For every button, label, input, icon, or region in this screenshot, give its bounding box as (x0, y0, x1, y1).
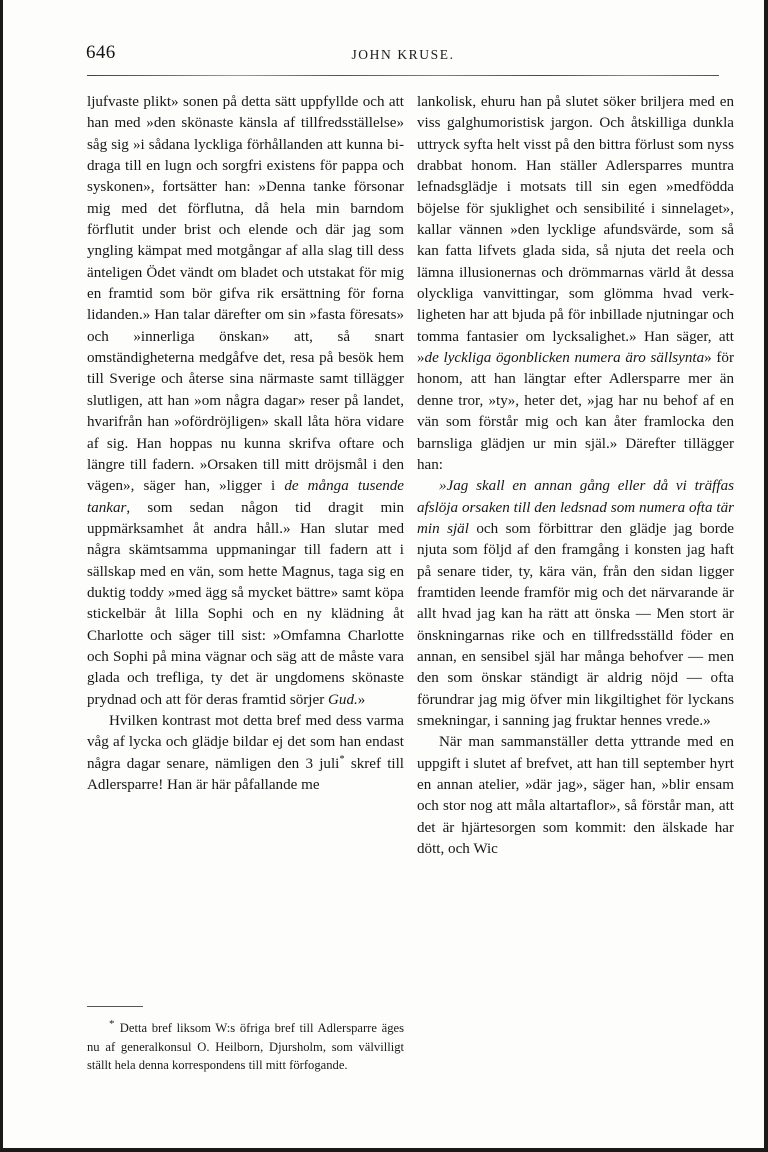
text-run: lankolisk, ehuru han på slutet söker briljera med en viss galghumoristisk jargon. Och åtskilliga dunkla uttryck syfta helt visst på den bittra förlust som nyss drabbat honom. Han ställer Adlersparres muntra lefnadsglädje i motsats till sin egen »medfödda böjelse för sjuklighet och sensibilité i sinnelaget», kallar vännen »den lycklige afundsvärde, som så kan fatta lifvets glada sida, så njuta det reela och lämna illusionernas och drömmarnas värld åt dessa olyckliga vanvittingar, som glömma hvad verkligheten har att bjuda på för inbillade njutningar och tomma fantasier om lycksalighet.» Han säger, att » (417, 94, 734, 367)
text-run: » för honom, att han längtar efter Adlersparre mer än denne tror, »ty», heter det, »jag har nu behof af en vän som förstår mig och kan åter framlocka den barnsliga glädjen ur min själ.» Därefter tillägger han: (417, 350, 735, 473)
running-head (86, 42, 720, 68)
text-run: När man sammanställer detta yttrande med en uppgift i slutet af brefvet, att han till september hyrt en annan atelier, »där jag», säger han, »blir ensam och stor nog att måla altartaflor», så förstår man, att det är hjärtesorgen som kommit: den älskade har dött, och Wic (417, 734, 734, 858)
text-run: skref till Adlersparre! Han är här påfallande me (87, 755, 404, 793)
header-rule (87, 75, 719, 76)
para-jag-skall (417, 476, 734, 732)
text-column-right (417, 92, 734, 860)
footnote-marker: * (109, 1018, 120, 1030)
text-run: Hvilken kontrast mot detta bref med dess varma våg af lycka och glädje bildar ej det som han endast några dagar senare, nämligen den 3 juli (87, 712, 404, 772)
italic-run: Gud. (328, 691, 358, 708)
footnote-body: Detta bref liksom W:s öfriga bref till Adlersparre äges nu af generalkonsul O. Heilborn, Djursholm, som välvilligt ställt hela denna korrespondens till mitt förfogande. (87, 1021, 405, 1073)
para-hvilken-kontrast (87, 711, 404, 796)
text-column-left (87, 92, 404, 796)
italic-run: »Jag skall en annan gång eller då vi träffas afslöja orsaken till den ledsnad som numera ofta tär min själ (417, 478, 734, 537)
text-run: , som sedan någon tid dragit min uppmärksamhet åt andra håll.» Han slutar med några skämtsamma uppmaningar till fadern att i sällskap med en vän, som hette Magnus, taga sig en duktig toddy »med ägg så mycket bättre» samt köpa stickelbär åt lilla Sophi och en ny klädning åt Charlotte och säger till sist: »Omfamna Charlotte och Sophi på mina vägnar och säg att de måste vara glada och trefliga, ty det är ungdomens skönaste prydnad och att för deras framtid sörjer (87, 499, 404, 708)
para-continued (87, 92, 404, 711)
para-lankolisk (417, 92, 734, 476)
footnote-reference-marker: * (339, 753, 345, 765)
italic-run: de lyckliga ögonblicken numera äro sällsynta (424, 350, 705, 367)
para-nar-man (417, 732, 734, 860)
running-title: JOHN KRUSE. (351, 47, 455, 62)
text-run: ljufvaste plikt» sonen på detta sätt uppfyllde och att han med »den skönaste känsla af tillfredsställelse» såg sig »i sådana lyckliga förhållanden att kunna bidraga till en lugn och sorgfri existens för pappa och syskonen», fortsätter han: »Denna tanke försonar mig med det förflutna, då hela min barndom förflutit under brist och elende och där jag som yngling kämpat med motgångar af alla slag till dess änteligen Ödet vändt om bladet och utstakat för mig en framtid som bör gifva rik ersättning för forna lidanden.» Han talar därefter om sin »fasta föresats» och »innerliga önskan» att, så snart omständigheterna medgåfve det, resa på besök hem till Sverige och återse sina närmaste samt tillägger slutligen, att han »om några dagar» reser på landet, hvarifrån han »ofördröjligen» skall låta höra vidare af sig. Han hoppas nu kunna skrifva oftare och längre till fadern. »Orsaken till mitt dröjsmål i den vägen», säger han, »ligger i (87, 94, 404, 495)
text-run: och som förbittrar den glädje jag borde njuta som följd af den framgång i konsten jag haft på senare tider, ty, kära vän, från den sidan ligger framtiden leende framför mig och det närvarande är allt hvad jag kan ha rätt att önska — Men stort är önskningarnas rike och en tillfredsställd föder en annan, en sensibel själ har många behofver — men den som önskar ständigt är aldrig nöjd — ofta förundrar jag mig öfver min likgiltighet för lyckans smekningar, i sanning jag fruktar hennes vrede.» (417, 520, 734, 729)
footnote-rule (87, 1006, 143, 1007)
footnote-text (87, 1015, 404, 1075)
text-run: » (357, 691, 366, 708)
italic-run: de många tusende tankar (87, 478, 404, 516)
page-number: 646 (86, 42, 116, 63)
